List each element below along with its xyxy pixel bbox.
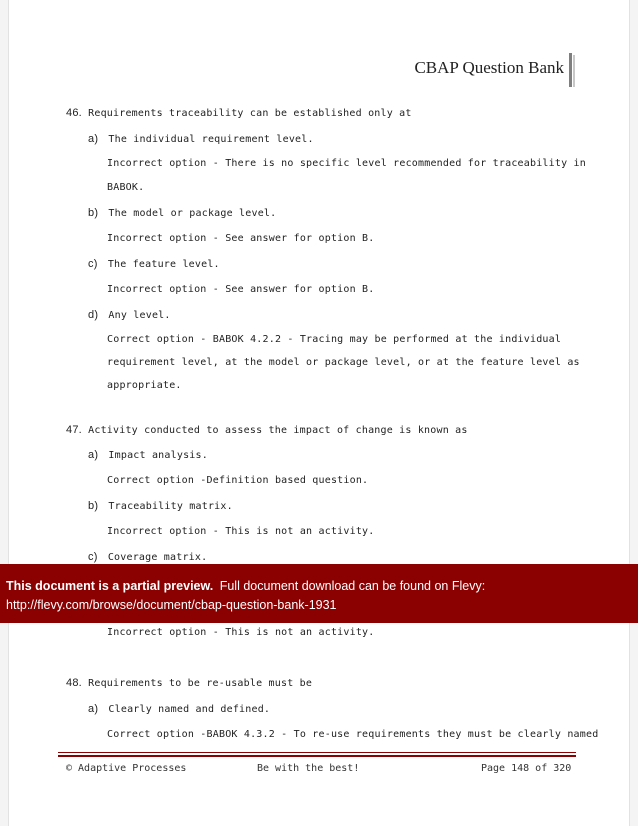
option-letter: a) (88, 449, 99, 461)
footer-rule (58, 752, 576, 753)
explanation-line: appropriate. (107, 380, 182, 391)
explanation-line: Incorrect option - This is not an activity. (107, 526, 375, 537)
footer-page-number: Page 148 of 320 (481, 763, 572, 774)
option-letter: b) (88, 207, 99, 219)
option-letter: c) (88, 258, 98, 270)
footer-copyright: © Adaptive Processes (66, 763, 187, 774)
explanation-line: Incorrect option - There is no specific level recommended for traceability in (107, 158, 586, 169)
question-number: 48. (66, 677, 82, 689)
option-letter: a) (88, 703, 99, 715)
option-text: The feature level. (107, 259, 220, 270)
preview-banner (0, 564, 638, 623)
option-47-c (88, 551, 207, 563)
option-text: Coverage matrix. (107, 552, 208, 563)
question-text: Requirements to be re-usable must be (88, 678, 313, 689)
question-text: Activity conducted to assess the impact of change is known as (88, 425, 468, 436)
question-48 (66, 677, 312, 689)
explanation-line: BABOK. (107, 182, 145, 193)
question-text: Requirements traceability can be established only at (88, 108, 412, 119)
question-46 (66, 107, 412, 119)
option-46-d (88, 309, 171, 321)
explanation-line: Incorrect option - This is not an activity. (107, 627, 375, 638)
option-letter: d) (88, 309, 99, 321)
option-text: Impact analysis. (108, 450, 208, 461)
page-header-title: CBAP Question Bank (414, 58, 564, 77)
option-46-c (88, 258, 220, 270)
option-letter: b) (88, 500, 99, 512)
header-accent-bar (569, 53, 572, 87)
question-number: 47. (66, 424, 82, 436)
option-47-b (88, 500, 233, 512)
option-letter: a) (88, 133, 99, 145)
explanation-line: Incorrect option - See answer for option B. (107, 284, 375, 295)
banner-link[interactable]: http://flevy.com/browse/document/cbap-question-bank-1931 (6, 598, 337, 612)
footer-slogan: Be with the best! (257, 763, 360, 774)
option-text: Clearly named and defined. (108, 704, 271, 715)
option-47-a (88, 449, 208, 461)
option-letter: c) (88, 551, 98, 563)
option-text: The individual requirement level. (108, 134, 314, 145)
option-text: Any level. (108, 310, 171, 321)
option-46-a (88, 133, 314, 145)
option-48-a (88, 703, 270, 715)
explanation-line: Correct option -BABOK 4.3.2 - To re-use requirements they must be clearly named (107, 729, 599, 740)
option-text: The model or package level. (108, 208, 277, 219)
option-text: Traceability matrix. (108, 501, 233, 512)
explanation-line: Correct option - BABOK 4.2.2 - Tracing may be performed at the individual (107, 334, 562, 345)
question-number: 46. (66, 107, 82, 119)
option-46-b (88, 207, 276, 219)
footer-rule-thick (58, 755, 576, 757)
explanation-line: Incorrect option - See answer for option B. (107, 233, 375, 244)
explanation-line: Correct option -Definition based question. (107, 475, 369, 486)
question-47 (66, 424, 468, 436)
banner-rest: Full document download can be found on Flevy: (219, 579, 486, 593)
banner-message (6, 577, 638, 596)
banner-lead: This document is a partial preview. (6, 579, 214, 593)
header-accent-shadow (573, 55, 575, 87)
explanation-line: requirement level, at the model or package level, or at the feature level as (107, 357, 580, 368)
